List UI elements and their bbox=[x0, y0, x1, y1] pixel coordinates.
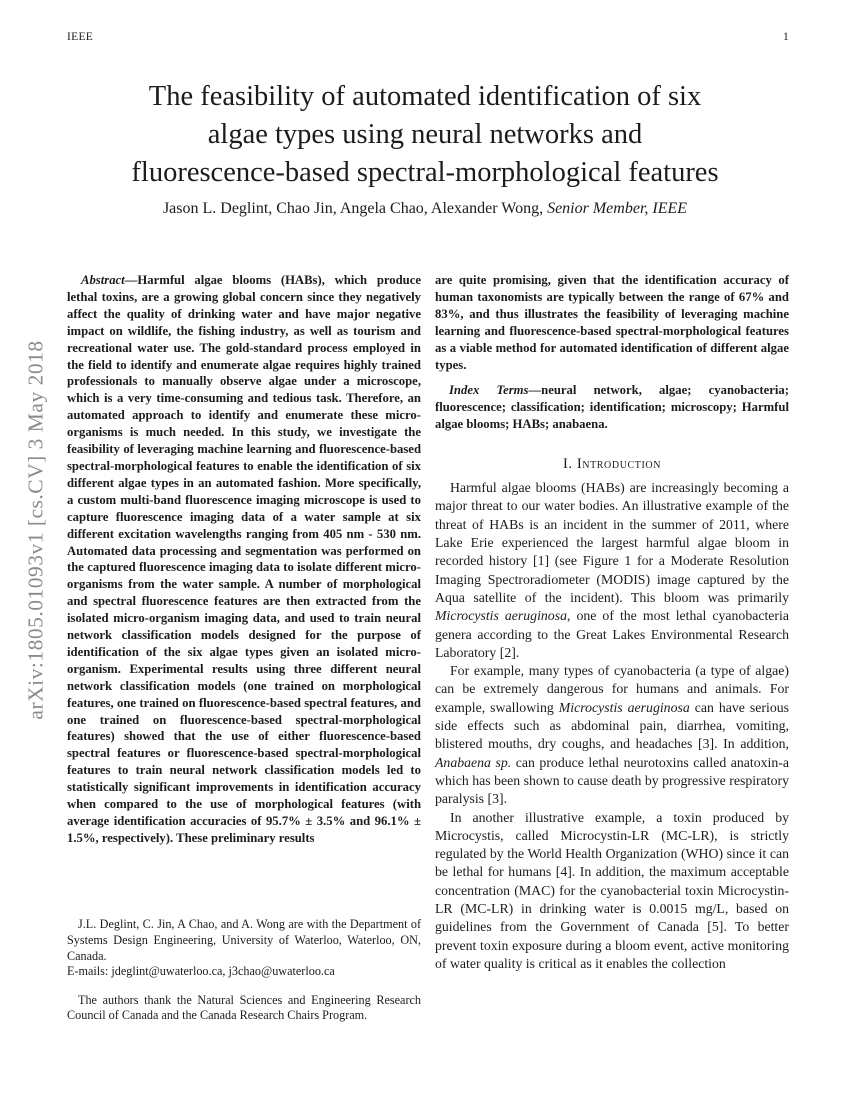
intro-paragraph-1: Harmful algae blooms (HABs) are increasingly becoming a major threat to our water bodies. An illustrative example of the threat of HABs is an incident in the summer of 2011, where Lake Erie experienced the largest harmful algae bloom in recorded history [1] (see Figure 1 for a Moderate Resolution Imaging Spectroradiometer (MODIS) image captured by the Aqua satellite of the incident). This bloom was primarily Microcystis aeruginosa, one of the most lethal cyanobacteria genera according to the Great Lakes Environmental Research Laboratory [2]. bbox=[435, 480, 789, 660]
index-terms-paragraph: Index Terms—neural network, algae; cyanobacteria; fluorescence; classification; identification; microscopy; Harmful algae blooms; HABs; anabaena. bbox=[435, 383, 789, 432]
intro-paragraph-3: In another illustrative example, a toxin produced by Microcystis, called Microcystin-LR (MC-LR), is strictly regulated by the World Health Organization (WHO) since it can be lethal for humans [4]. In addition, the maximum acceptable concentration (MAC) for the cyanobacterial toxin Microcystin-LR (MC-LR) in drinking water is 0.0015 mg/L, based on guidelines from the Government of Canada [5]. To better prevent toxin exposure during a bloom event, active monitoring of water quality is critical as it enables the collection bbox=[435, 809, 789, 971]
paper-title-line: The feasibility of automated identification of six bbox=[148, 81, 702, 112]
column-right bbox=[435, 272, 789, 1024]
footnote-affiliation: J.L. Deglint, C. Jin, A Chao, and A. Wong are with the Department of Systems Design Engineering, University of Waterloo, Waterloo, ON, Canada. bbox=[67, 917, 421, 963]
arxiv-watermark: arXiv:1805.01093v1 [cs.CV] 3 May 2018 bbox=[23, 340, 48, 720]
paper-title bbox=[40, 78, 810, 192]
paper-title-line: fluorescence-based spectral-morphological features bbox=[131, 157, 719, 188]
intro-paragraph-2: For example, many types of cyanobacteria (a type of algae) can be extremely dangerous for humans and animals. For example, swallowing Microcystis aeruginosa can have serious side effects such as abdominal pain, diarrhea, vomiting, blistered mouths, dry coughs, and headaches [3]. In addition, Anabaena sp. can produce lethal neurotoxins called anatoxin-a which has been shown to cause death by progressive respiratory paralysis [3]. bbox=[435, 663, 789, 807]
paper-title-line: algae types using neural networks and bbox=[207, 119, 643, 150]
abstract-continuation: are quite promising, given that the identification accuracy of human taxonomists are typically between the range of 67% and 83%, and thus illustrates the feasibility of leveraging machine learning and fluorescence-based spectral-morphological features as a viable method for automated identification of different algae types. bbox=[435, 273, 789, 372]
footnote-block bbox=[67, 917, 421, 1024]
running-header bbox=[67, 31, 789, 43]
abstract-paragraph: Abstract—Harmful algae blooms (HABs), which produce lethal toxins, are a growing global concern since they negatively affect the quality of drinking water and have major negative impact on wildlife, the fishing industry, as well as tourism and recreational water use. The gold-standard process employed in the field to identify and enumerate algae requires highly trained professionals to manually observe algae under a microscope, which is a very time-consuming and tedious task. Therefore, an automated approach to identify and enumerate these micro-organisms is much needed. In this study, we investigate the feasibility of leveraging machine learning and fluorescence-based spectral-morphological features to enable the identification of six different algae types in an automated fashion. More specifically, a custom multi-band fluorescence imaging microscope is used to capture fluorescence imaging data of a water sample at six different excitation wavelengths ranging from 405 nm - 530 nm. Automated data processing and segmentation was performed on the captured fluorescence imaging data to isolate different micro-organisms from the water sample. A number of morphological and spectral fluorescence features are then extracted from the isolated micro-organism imaging data, and used to train neural network classification models designed for the purpose of identification of the six algae types given an isolated micro-organism. Experimental results using three different neural network classification models (one trained on morphological features, one trained on fluorescence-based spectral features, and one trained on fluorescence-based spectral-morphological features) showed that the use of either fluorescence-based spectral features or fluorescence-based spectral-morphological features to train neural network classification models led to statistically significant improvements in identification accuracy when compared to the use of morphological features (with average identification accuracies of 95.7% ± 3.5% and 96.1% ± 1.5%, respectively). These preliminary results bbox=[67, 273, 421, 845]
footnote-acknowledgment: The authors thank the Natural Sciences and Engineering Research Council of Canada and the Canada Research Chairs Program. bbox=[67, 992, 421, 1023]
journal-name: IEEE bbox=[67, 31, 94, 43]
section-heading-introduction: I. Introduction bbox=[562, 456, 662, 473]
authors-line: Jason L. Deglint, Chao Jin, Angela Chao, Alexander Wong, Senior Member, IEEE bbox=[162, 200, 688, 217]
footnote-emails: E-mails: jdeglint@uwaterloo.ca, j3chao@uwaterloo.ca bbox=[67, 964, 335, 979]
two-column-body bbox=[67, 272, 789, 1024]
page-number: 1 bbox=[782, 31, 789, 43]
column-left bbox=[67, 272, 421, 1024]
